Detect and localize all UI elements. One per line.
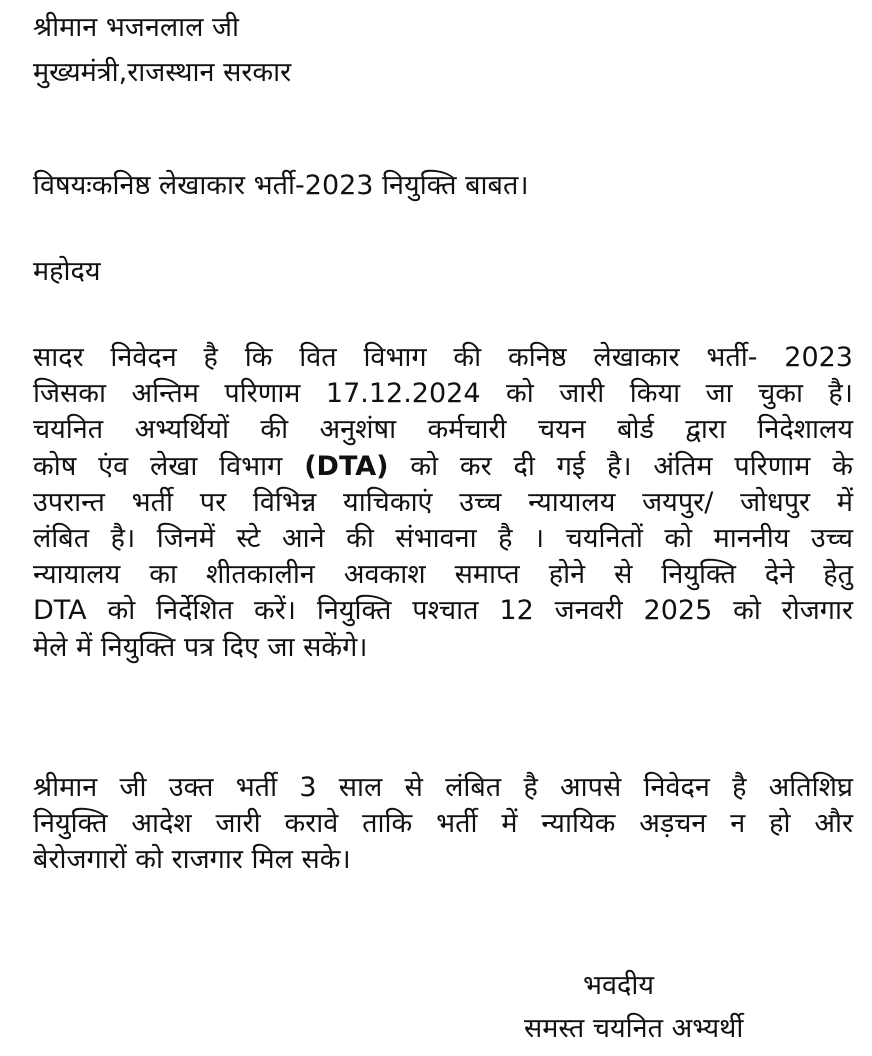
recipient-name: श्रीमान भजनलाल जी (33, 12, 240, 43)
dta-abbreviation: (DTA) (304, 450, 389, 482)
body-line: उपरान्त भर्ती पर विभिन्न याचिकाएं उच्च न्यायालय जयपुर/ जोधपुर में (33, 486, 853, 518)
body-line: श्रीमान जी उक्त भर्ती 3 साल से लंबित है आपसे निवेदन है अतिशिघ्र (33, 772, 853, 803)
body-line: नियुक्ति आदेश जारी करावे ताकि भर्ती में न्यायिक अड़चन न हो और (33, 808, 853, 840)
body-line: लंबित है। जिनमें स्टे आने की संभावना है । चयनितों को माननीय उच्च (33, 523, 853, 555)
salutation: महोदय (33, 256, 101, 287)
body-line: चयनित अभ्यर्थियों की अनुशंषा कर्मचारी चयन बोर्ड द्वारा निदेशालय (33, 414, 853, 446)
body-paragraph-2 (33, 770, 853, 879)
body-line: बेरोजगारों को राजगार मिल सके। (33, 844, 351, 876)
body-line: न्यायालय का शीतकालीन अवकाश समाप्त होने से नियुक्ति देने हेतु (33, 559, 853, 591)
signatory: समस्त चयनित अभ्यर्थी (524, 1013, 744, 1044)
subject-line: विषयःकनिष्ठ लेखाकार भर्ती-2023 नियुक्ति बाबत। (33, 170, 529, 201)
body-text: को कर दी गई है। अंतिम परिणाम के (388, 450, 853, 482)
recipient-title: मुख्यमंत्री,राजस्थान सरकार (33, 57, 292, 88)
body-line: जिसका अन्तिम परिणाम 17.12.2024 को जारी किया जा चुका है। (33, 378, 853, 410)
valediction: भवदीय (583, 970, 654, 1001)
body-line: सादर निवेदन है कि वित विभाग की कनिष्ठ लेखाकार भर्ती- 2023 (33, 342, 853, 373)
body-line: मेले में नियुक्ति पत्र दिए जा सकेंगे। (33, 631, 368, 663)
body-paragraph-1 (33, 340, 853, 666)
body-line: DTA को निर्देशित करें। नियुक्ति पश्चात 12 जनवरी 2025 को रोजगार (33, 595, 853, 627)
body-text: कोष एंव लेखा विभाग (33, 450, 305, 482)
body-line (33, 449, 853, 485)
